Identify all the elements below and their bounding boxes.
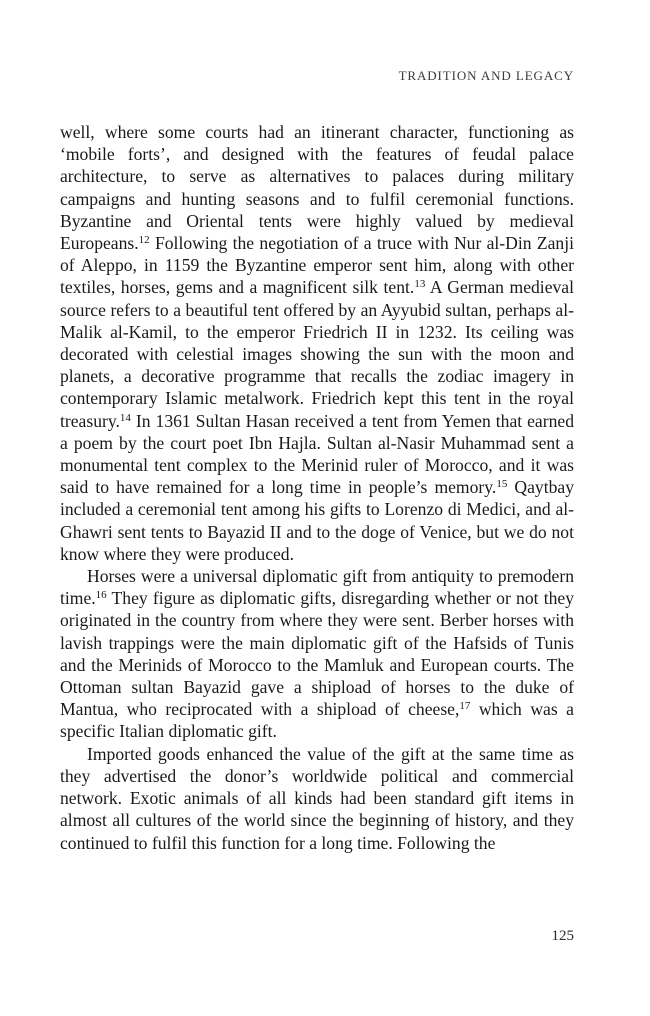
text-run: They figure as diplomatic gifts, disregarding whether or not they originated in the country from where they were sent. Berber horses with lavish trappings were the main diplomatic gift of the Hafsids of Tunis and the Merinids of Morocco to the Mamluk and European courts. The Ottoman sultan Bayazid gave a shipload of horses to the duke of Mantua, who reciprocated with a shipload of cheese, xyxy=(60,588,574,720)
footnote-marker: 14 xyxy=(119,411,131,424)
text-run: Following the negotiation of a truce with Nur al-Din Zanji of Aleppo, in 1159 the Byzantine emperor sent him, along with other textiles, horses, gems and a magnificent silk tent. xyxy=(60,233,574,298)
text-run: A German medieval source refers to a beautiful tent offered by an Ayyubid sultan, perhaps al-Malik al-Kamil, to the emperor Friedrich II in 1232. Its ceiling was decorated with celestial images showing the sun with the moon and planets, a decorative programme that recalls the zodiac imagery in contemporary Islamic metalwork. Friedrich kept this tent in the royal treasury. xyxy=(60,277,575,431)
paragraph xyxy=(60,565,574,743)
text-run: In 1361 Sultan Hasan received a tent from Yemen that earned a poem by the court poet Ibn Hajla. Sultan al-Nasir Muhammad sent a monumental tent complex to the Merinid ruler of Morocco, and it was said to have remained for a long time in people’s memory. xyxy=(60,410,574,498)
footnote-marker: 13 xyxy=(414,278,426,291)
text-run: Qaytbay included a ceremonial tent among his gifts to Lorenzo di Medici, and al-Ghawri sent tents to Bayazid II and to the doge of Venice, but we do not know where they were produced. xyxy=(60,477,574,564)
text-run: Imported goods enhanced the value of the gift at the same time as they advertised the donor’s worldwide political and commercial network. Exotic animals of all kinds had been standard gift items in almost all cultures of the world since the beginning of history, and they continued to fulfil this function for a long time. Following the xyxy=(60,743,574,853)
page-number: 125 xyxy=(551,928,574,944)
paragraph xyxy=(60,121,574,565)
text-run: Horses were a universal diplomatic gift from antiquity to premodern time. xyxy=(60,566,574,609)
footnote-marker: 15 xyxy=(496,478,508,491)
paragraph xyxy=(60,743,574,854)
footnote-marker: 16 xyxy=(95,589,107,602)
footnote-marker: 17 xyxy=(459,700,471,713)
body-text xyxy=(60,121,574,854)
running-head: TRADITION AND LEGACY xyxy=(398,68,574,83)
footnote-marker: 12 xyxy=(138,234,150,247)
text-run: well, where some courts had an itinerant character, functioning as ‘mobile forts’, and designed with the features of feudal palace architecture, to serve as alternatives to palaces during military campaigns and hunting seasons and to fulfil ceremonial functions. Byzantine and Oriental tents were highly valued by medieval Europeans. xyxy=(60,122,574,254)
text-run: which was a specific Italian diplomatic gift. xyxy=(60,699,574,742)
